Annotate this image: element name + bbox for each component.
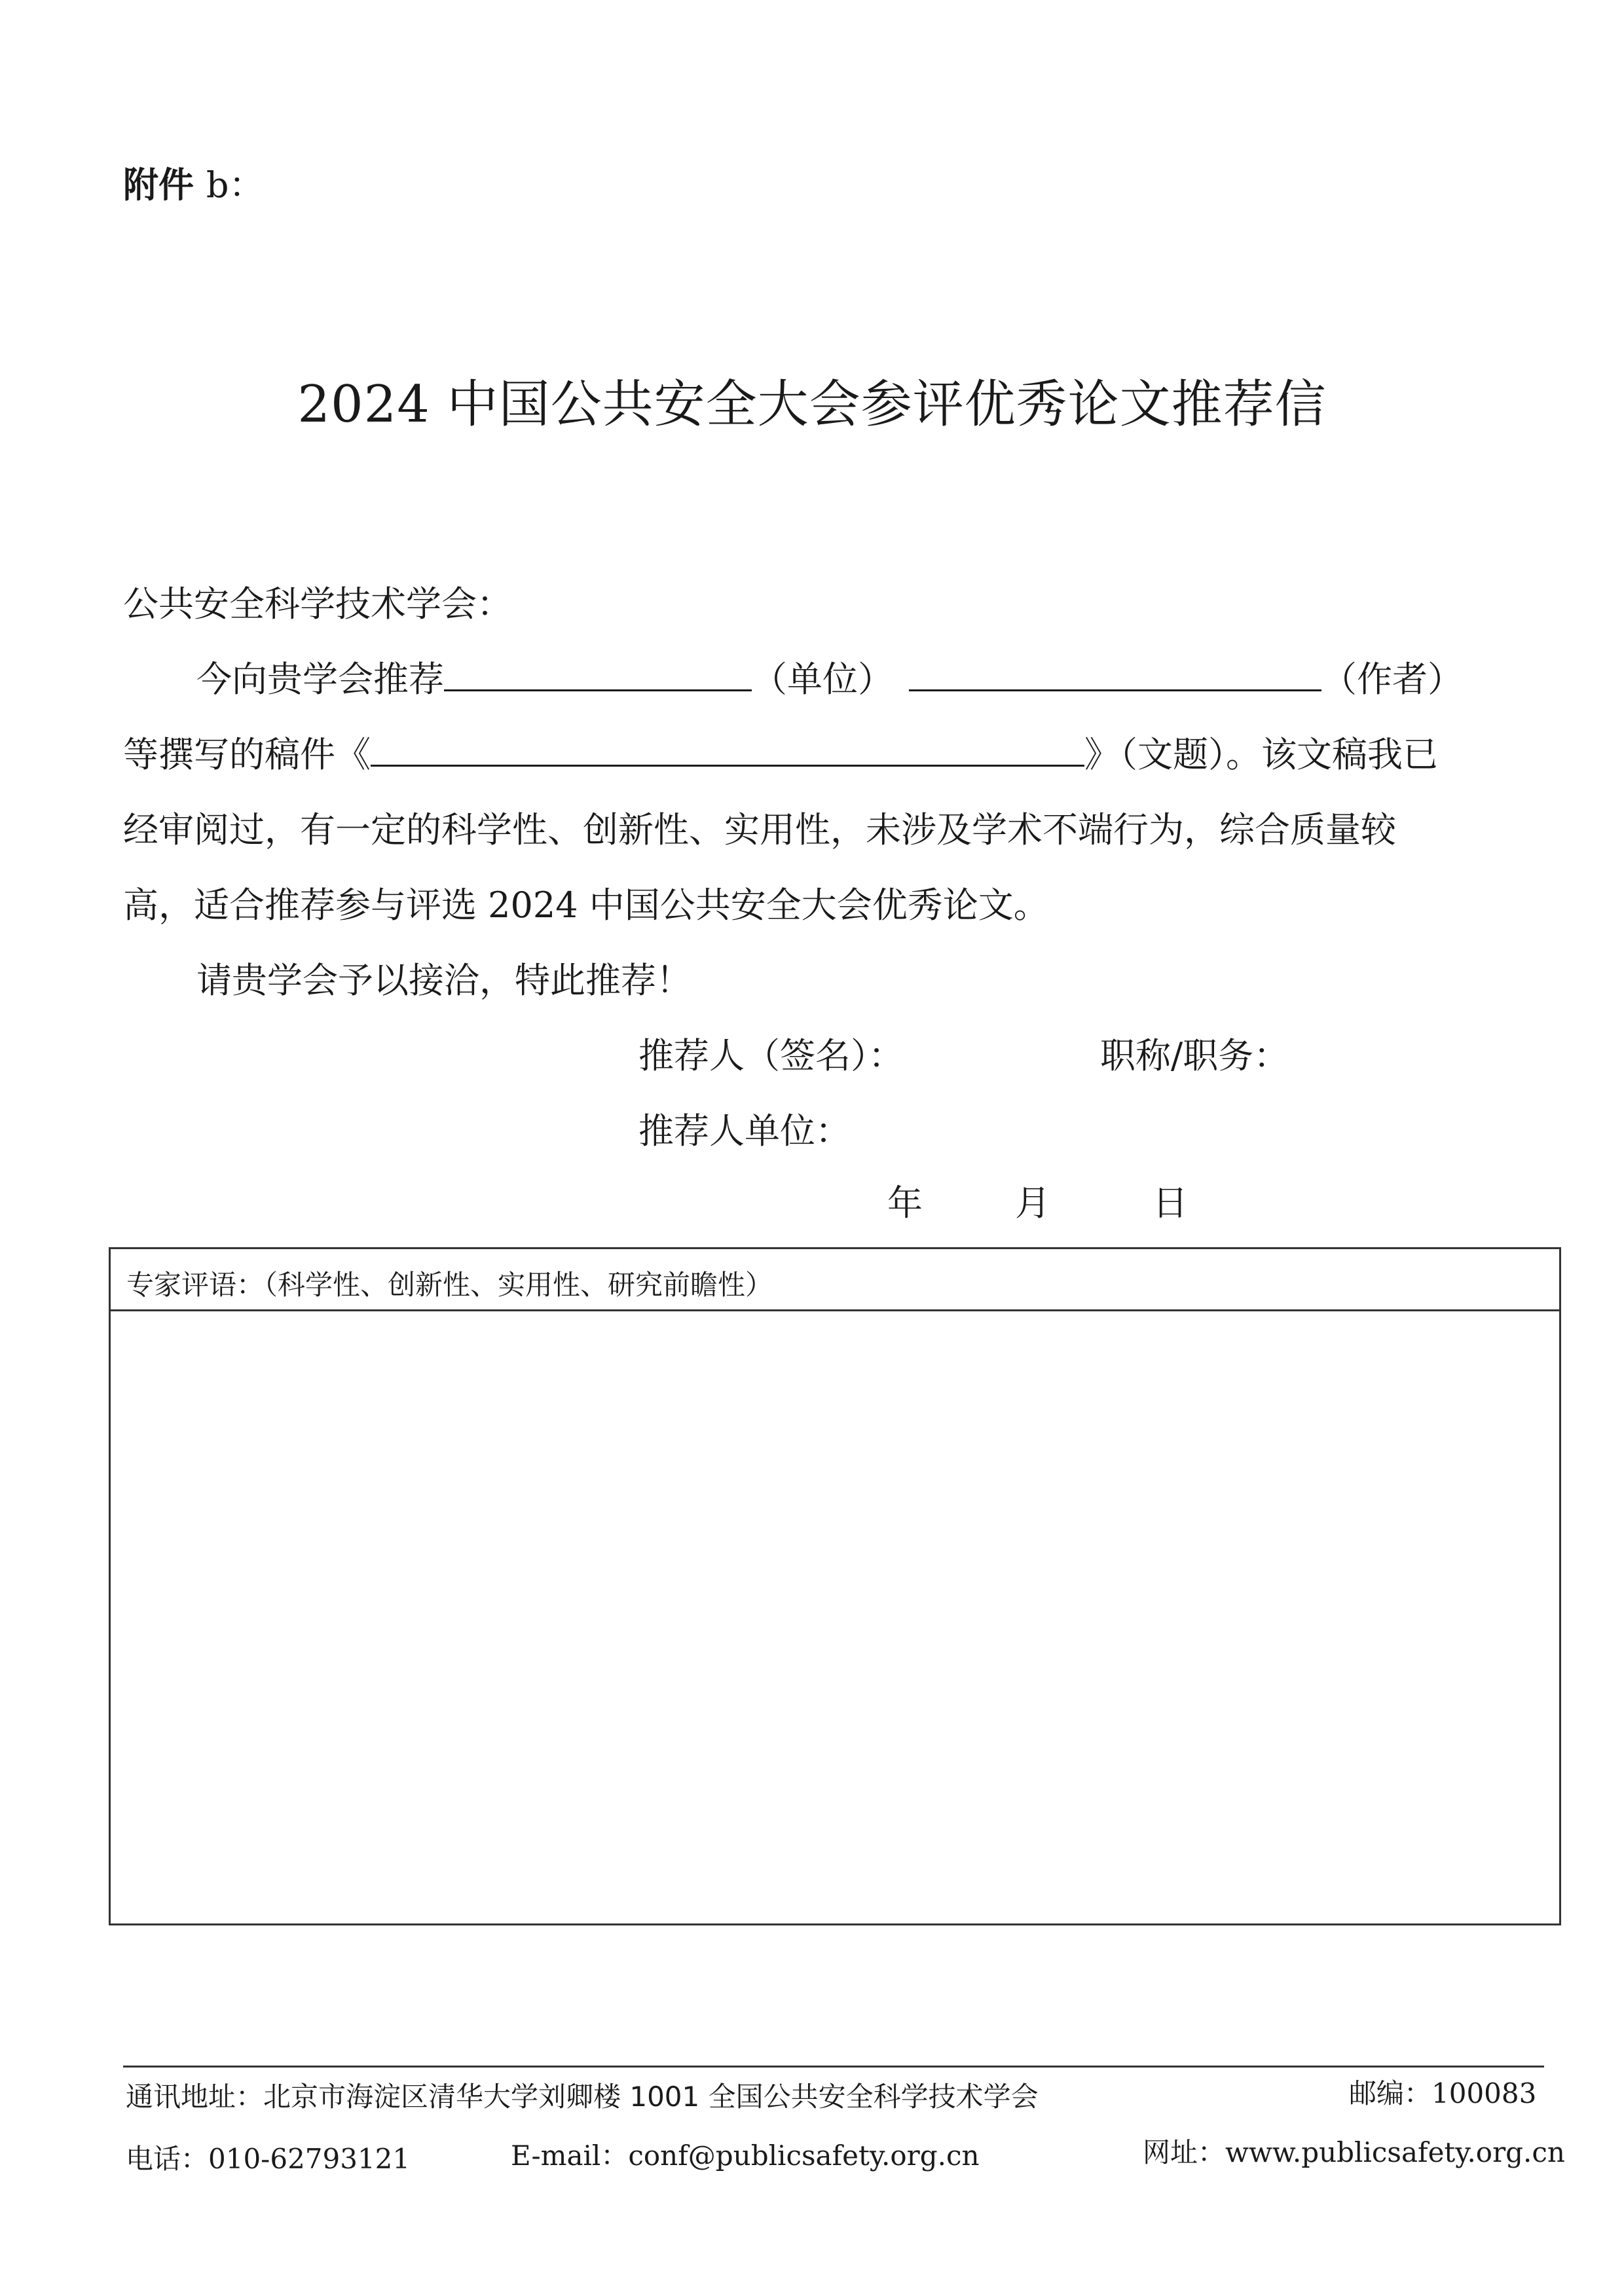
year-label: 年 bbox=[887, 1182, 923, 1224]
expert-review-label: 专家评语：（科学性、创新性、实用性、研究前瞻性） bbox=[126, 1269, 773, 1301]
author-label: （作者） bbox=[1321, 659, 1463, 700]
attachment-suffix: b： bbox=[206, 164, 265, 206]
footer-address: 通讯地址：北京市海淀区清华大学刘卿楼 1001 全国公共安全科学技术学会 bbox=[126, 2081, 1039, 2113]
title-position-label: 职称/职务： bbox=[1100, 1035, 1289, 1076]
author-blank[interactable] bbox=[909, 657, 1321, 691]
closing-line: 请贵学会予以接洽，特此推荐！ bbox=[196, 960, 692, 1001]
manuscript-text: 等撰写的稿件《 bbox=[123, 734, 371, 775]
footer-postcode: 邮编：100083 bbox=[1349, 2077, 1537, 2109]
unit-blank[interactable] bbox=[444, 657, 752, 691]
letter-line-3: 经审阅过，有一定的科学性、创新性、实用性，未涉及学术不端行为，综合质量较 bbox=[123, 809, 1396, 850]
letter-line-2 bbox=[123, 727, 1438, 777]
recommend-text: 今向贵学会推荐 bbox=[196, 659, 444, 700]
expert-review-header bbox=[111, 1249, 1559, 1311]
expert-review-box bbox=[109, 1247, 1561, 1925]
footer-divider bbox=[123, 2066, 1544, 2068]
expert-review-area[interactable] bbox=[111, 1311, 1559, 1923]
attachment-label bbox=[123, 157, 264, 208]
unit-label: （单位） bbox=[752, 659, 893, 700]
page-title: 2024 中国公共安全大会参评优秀论文推荐信 bbox=[297, 375, 1327, 434]
footer-website[interactable]: 网址：www.publicsafety.org.cn bbox=[1143, 2136, 1565, 2168]
title-label: 》（文题）。该文稿我已 bbox=[1084, 734, 1438, 775]
day-label: 日 bbox=[1153, 1182, 1188, 1224]
title-blank[interactable] bbox=[371, 732, 1084, 767]
footer-email[interactable]: E-mail：conf@publicsafety.org.cn bbox=[511, 2140, 980, 2172]
recommender-signature-label: 推荐人（签名）： bbox=[638, 1035, 904, 1076]
attachment-prefix: 附件 bbox=[123, 164, 194, 206]
salutation: 公共安全科学技术学会： bbox=[123, 583, 512, 625]
letter-line-4: 高，适合推荐参与评选 2024 中国公共安全大会优秀论文。 bbox=[123, 884, 1049, 926]
letter-line-1 bbox=[196, 651, 1463, 702]
recommender-unit-label: 推荐人单位： bbox=[638, 1110, 851, 1152]
month-label: 月 bbox=[1015, 1182, 1050, 1224]
footer-phone: 电话：010-62793121 bbox=[126, 2143, 411, 2175]
